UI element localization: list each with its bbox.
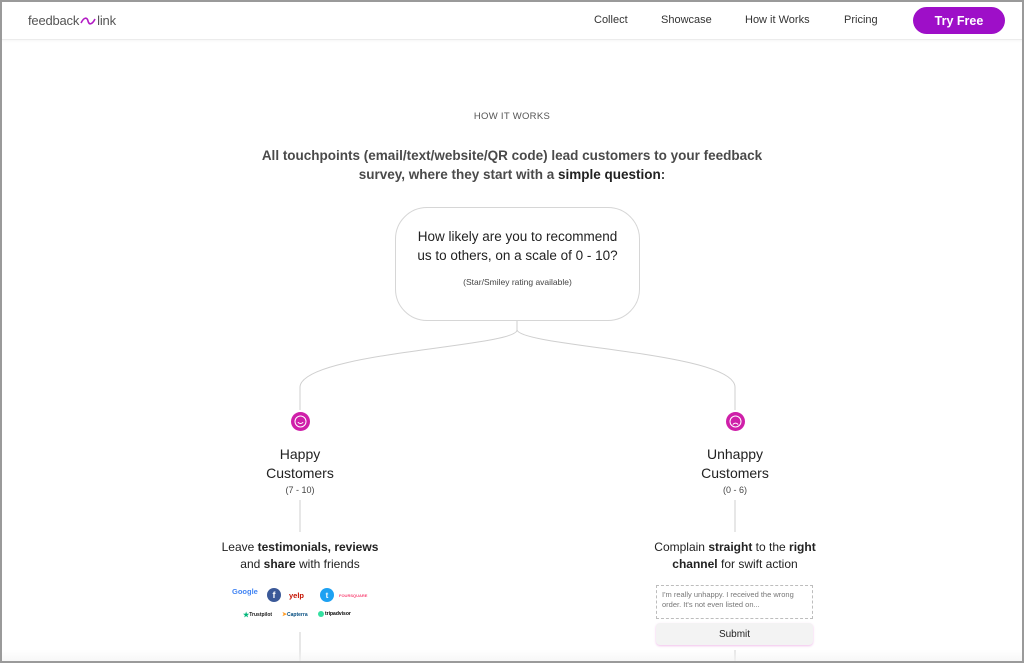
unhappy-customers-title bbox=[655, 445, 815, 483]
nav-showcase[interactable]: Showcase bbox=[661, 14, 712, 26]
unhappy-desc-1: Complain bbox=[654, 540, 709, 554]
happy-desc-3: and bbox=[240, 557, 264, 571]
unhappy-range: (0 - 6) bbox=[722, 485, 747, 495]
trustpilot-logo bbox=[243, 611, 272, 619]
tripadvisor-label: tripadvisor bbox=[325, 611, 351, 617]
flow-connector-lines bbox=[2, 2, 1022, 663]
yelp-logo: yelp bbox=[289, 591, 305, 600]
unhappy-title-line2: Customers bbox=[701, 465, 769, 481]
happy-desc-1: Leave bbox=[221, 540, 258, 554]
unhappy-description bbox=[615, 539, 855, 573]
logo-text-feedback: feedback bbox=[28, 13, 80, 28]
question-bubble bbox=[395, 207, 640, 321]
question-note: (Star/Smiley rating available) bbox=[463, 277, 572, 287]
submit-button[interactable]: Submit bbox=[656, 623, 813, 645]
nav-how-it-works[interactable]: How it Works bbox=[745, 14, 810, 26]
facebook-icon: f bbox=[267, 588, 281, 602]
nav-collect[interactable]: Collect bbox=[594, 14, 628, 26]
unhappy-desc-2: straight bbox=[708, 540, 753, 554]
capterra-label: Capterra bbox=[287, 611, 308, 618]
happy-desc-4: share bbox=[263, 557, 296, 571]
sad-face-icon bbox=[726, 412, 745, 431]
twitter-icon: t bbox=[320, 588, 334, 602]
google-logo: Google bbox=[232, 587, 258, 596]
happy-title-line2: Customers bbox=[266, 465, 334, 481]
trustpilot-label: Trustpilot bbox=[249, 612, 273, 618]
capterra-arrow-icon: ➤ bbox=[282, 612, 288, 618]
facebook-logo bbox=[267, 588, 281, 602]
lead-bold: simple question bbox=[558, 167, 661, 182]
happy-face-icon bbox=[291, 412, 310, 431]
happy-range: (7 - 10) bbox=[285, 485, 315, 495]
unhappy-desc-6: for swift action bbox=[717, 557, 798, 571]
complaint-textbox[interactable]: I'm really unhappy. I received the wrong order. It's not even listed on... bbox=[656, 585, 813, 619]
section-eyebrow: HOW IT WORKS bbox=[473, 111, 551, 122]
logo-text-link: link bbox=[97, 13, 116, 28]
tripadvisor-owl-icon bbox=[318, 611, 324, 617]
happy-customers-title bbox=[220, 445, 380, 483]
unhappy-desc-5: channel bbox=[672, 557, 718, 571]
bottom-fade bbox=[2, 650, 1022, 663]
lead-end: : bbox=[660, 167, 666, 182]
unhappy-title-line1: Unhappy bbox=[706, 446, 764, 462]
question-text: How likely are you to recommend us to others, on a scale of 0 - 10? bbox=[417, 229, 618, 263]
trustpilot-star-icon: ★ bbox=[243, 612, 250, 619]
try-free-button[interactable]: Try Free bbox=[913, 7, 1005, 34]
happy-desc-5: with friends bbox=[295, 557, 360, 571]
happy-description bbox=[190, 539, 410, 573]
tripadvisor-logo bbox=[318, 611, 351, 617]
unhappy-desc-3: to the bbox=[752, 540, 790, 554]
twitter-logo bbox=[320, 588, 334, 602]
nav-pricing[interactable]: Pricing bbox=[844, 14, 878, 26]
happy-desc-2: testimonials, reviews bbox=[257, 540, 379, 554]
lead-text: All touchpoints (email/text/website/QR code) lead customers to your feedback survey, where they start with a bbox=[261, 148, 763, 182]
unhappy-desc-4: right bbox=[789, 540, 816, 554]
foursquare-logo: FOURSQUARE bbox=[339, 593, 368, 598]
capterra-logo bbox=[282, 611, 308, 618]
happy-title-line1: Happy bbox=[279, 446, 321, 462]
